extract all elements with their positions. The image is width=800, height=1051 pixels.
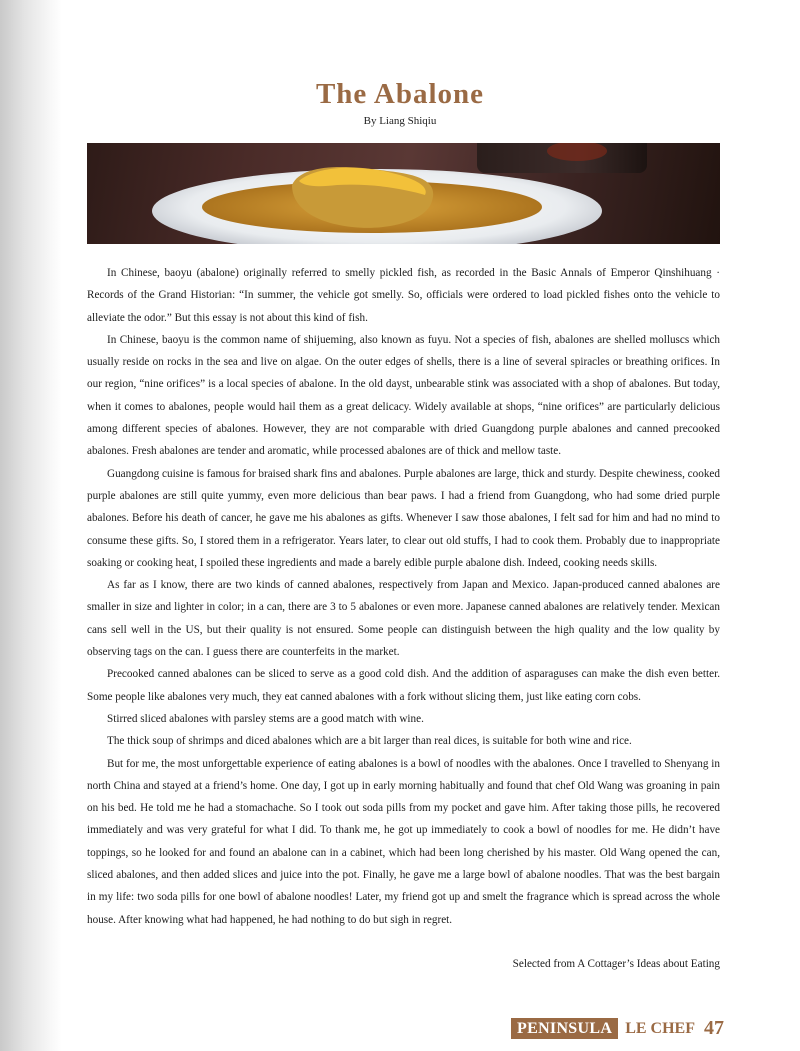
article-paragraph: In Chinese, baoyu (abalone) originally referred to smelly pickled fish, as recorded in the Basic Annals of Emperor Qinshihuang · Records of the Grand Historian: “In summer, the vehicle got smelly. So, officials were ordered to load pickled fishes onto the vehicle to alleviate the odor.” But this essay is not about this kind of fish. [87,267,720,324]
article-byline: By Liang Shiqiu [363,115,437,127]
article-paragraph: Precooked canned abalones can be sliced to serve as a good cold dish. And the addition of asparaguses can make the dish even better. Some people like abalones very much, they eat canned abalones with a fork without slicing them, just like eating corn cobs. [87,668,720,703]
article-paragraph: Stirred sliced abalones with parsley stems are a good match with wine. [107,712,424,725]
article-paragraph: But for me, the most unforgettable experience of eating abalones is a bowl of noodles with the abalones. Once I travelled to Shenyang in north China and stayed at a friend’s home. One day, I got up in early morning habitually and found that chef Old Wang was groaning in pain on his bed. He told me he had a stomachache. So I took out soda pills from my pocket and gave him. After taking those pills, he recovered immediately and was very grateful for what I did. To thank me, he got up immediately to cook a bowl of noodles for me. He didn’t have toppings, so he looked for and found an abalone can in a cabinet, which had been long cherished by his master. Old Wang opened the can, sliced abalones, and then added slices and juice into the pot. Finally, he gave me a large bowl of abalone noodles. That was the best bargain in my life: two soda pills for one bowl of abalone noodles! Later, my friend got up and smelt the fragrance which is spread across the whole house. After knowing what had happened, he had nothing to do but sigh in regret. [87,757,720,926]
page-gutter-shadow [0,0,62,1051]
article-source: Selected from A Cottager’s Ideas about Eating [512,958,720,970]
article-body [87,262,720,931]
magazine-brand: PENINSULA [511,1018,618,1039]
page-footer [511,1017,724,1040]
article-title: The Abalone [315,78,485,110]
article-paragraph: Guangdong cuisine is famous for braised shark fins and abalones. Purple abalones are large, thick and sturdy. Despite chewiness, cooked purple abalones are still quite yummy, even more delicious than bear paws. I had a friend from Guangdong, who had some dried purple abalones. Before his death of cancer, he gave me his abalones as gifts. Whenever I saw those abalones, I felt sad for him and had no mind to consume these gifts. So, I stored them in a refrigerator. Years later, to clear out old stuffs, I had to cook them. Probably due to inappropriate soaking or cooking heat, I spoiled these ingredients and made a barely edible purple abalone dish. Indeed, cooking needs skills. [87,467,720,569]
article-paragraph: In Chinese, baoyu is the common name of shijueming, also known as fuyu. Not a species of fish, abalones are shelled molluscs which usually reside on rocks in the sea and live on algae. On the outer edges of shells, there is a line of several spiracles or breathing orifices. In our region, “nine orifices” is a local species of abalone. In the old dayst, unbearable stink was associated with a shop of abalones. But today, when it comes to abalones, people would hail them as a great delicacy. Widely available at shops, “nine orifices” are particularly delicious among different species of abalones. However, they are not comparable with dried Guangdong purple abalones and canned precooked abalones. Fresh abalones are tender and aromatic, while processed abalones are of thick and mellow taste. [87,333,720,458]
article-paragraph: The thick soup of shrimps and diced abalones which are a bit larger than real dices, is suitable for both wine and rice. [107,735,632,748]
section-name: LE CHEF [625,1019,695,1037]
article-paragraph: As far as I know, there are two kinds of canned abalones, respectively from Japan and Mexico. Japan-produced canned abalones are smaller in size and lighter in color; in a can, there are 3 to 5 abalones or even more. Japanese canned abalones are relatively tender. Mexican cans sell well in the US, but their quality is not ensured. Some people can distinguish between the high quality and the low quality by observing tags on the can. I guess there are counterfeits in the market. [87,579,720,659]
page-number: 47 [704,1017,724,1039]
abalone-photo [87,143,720,244]
